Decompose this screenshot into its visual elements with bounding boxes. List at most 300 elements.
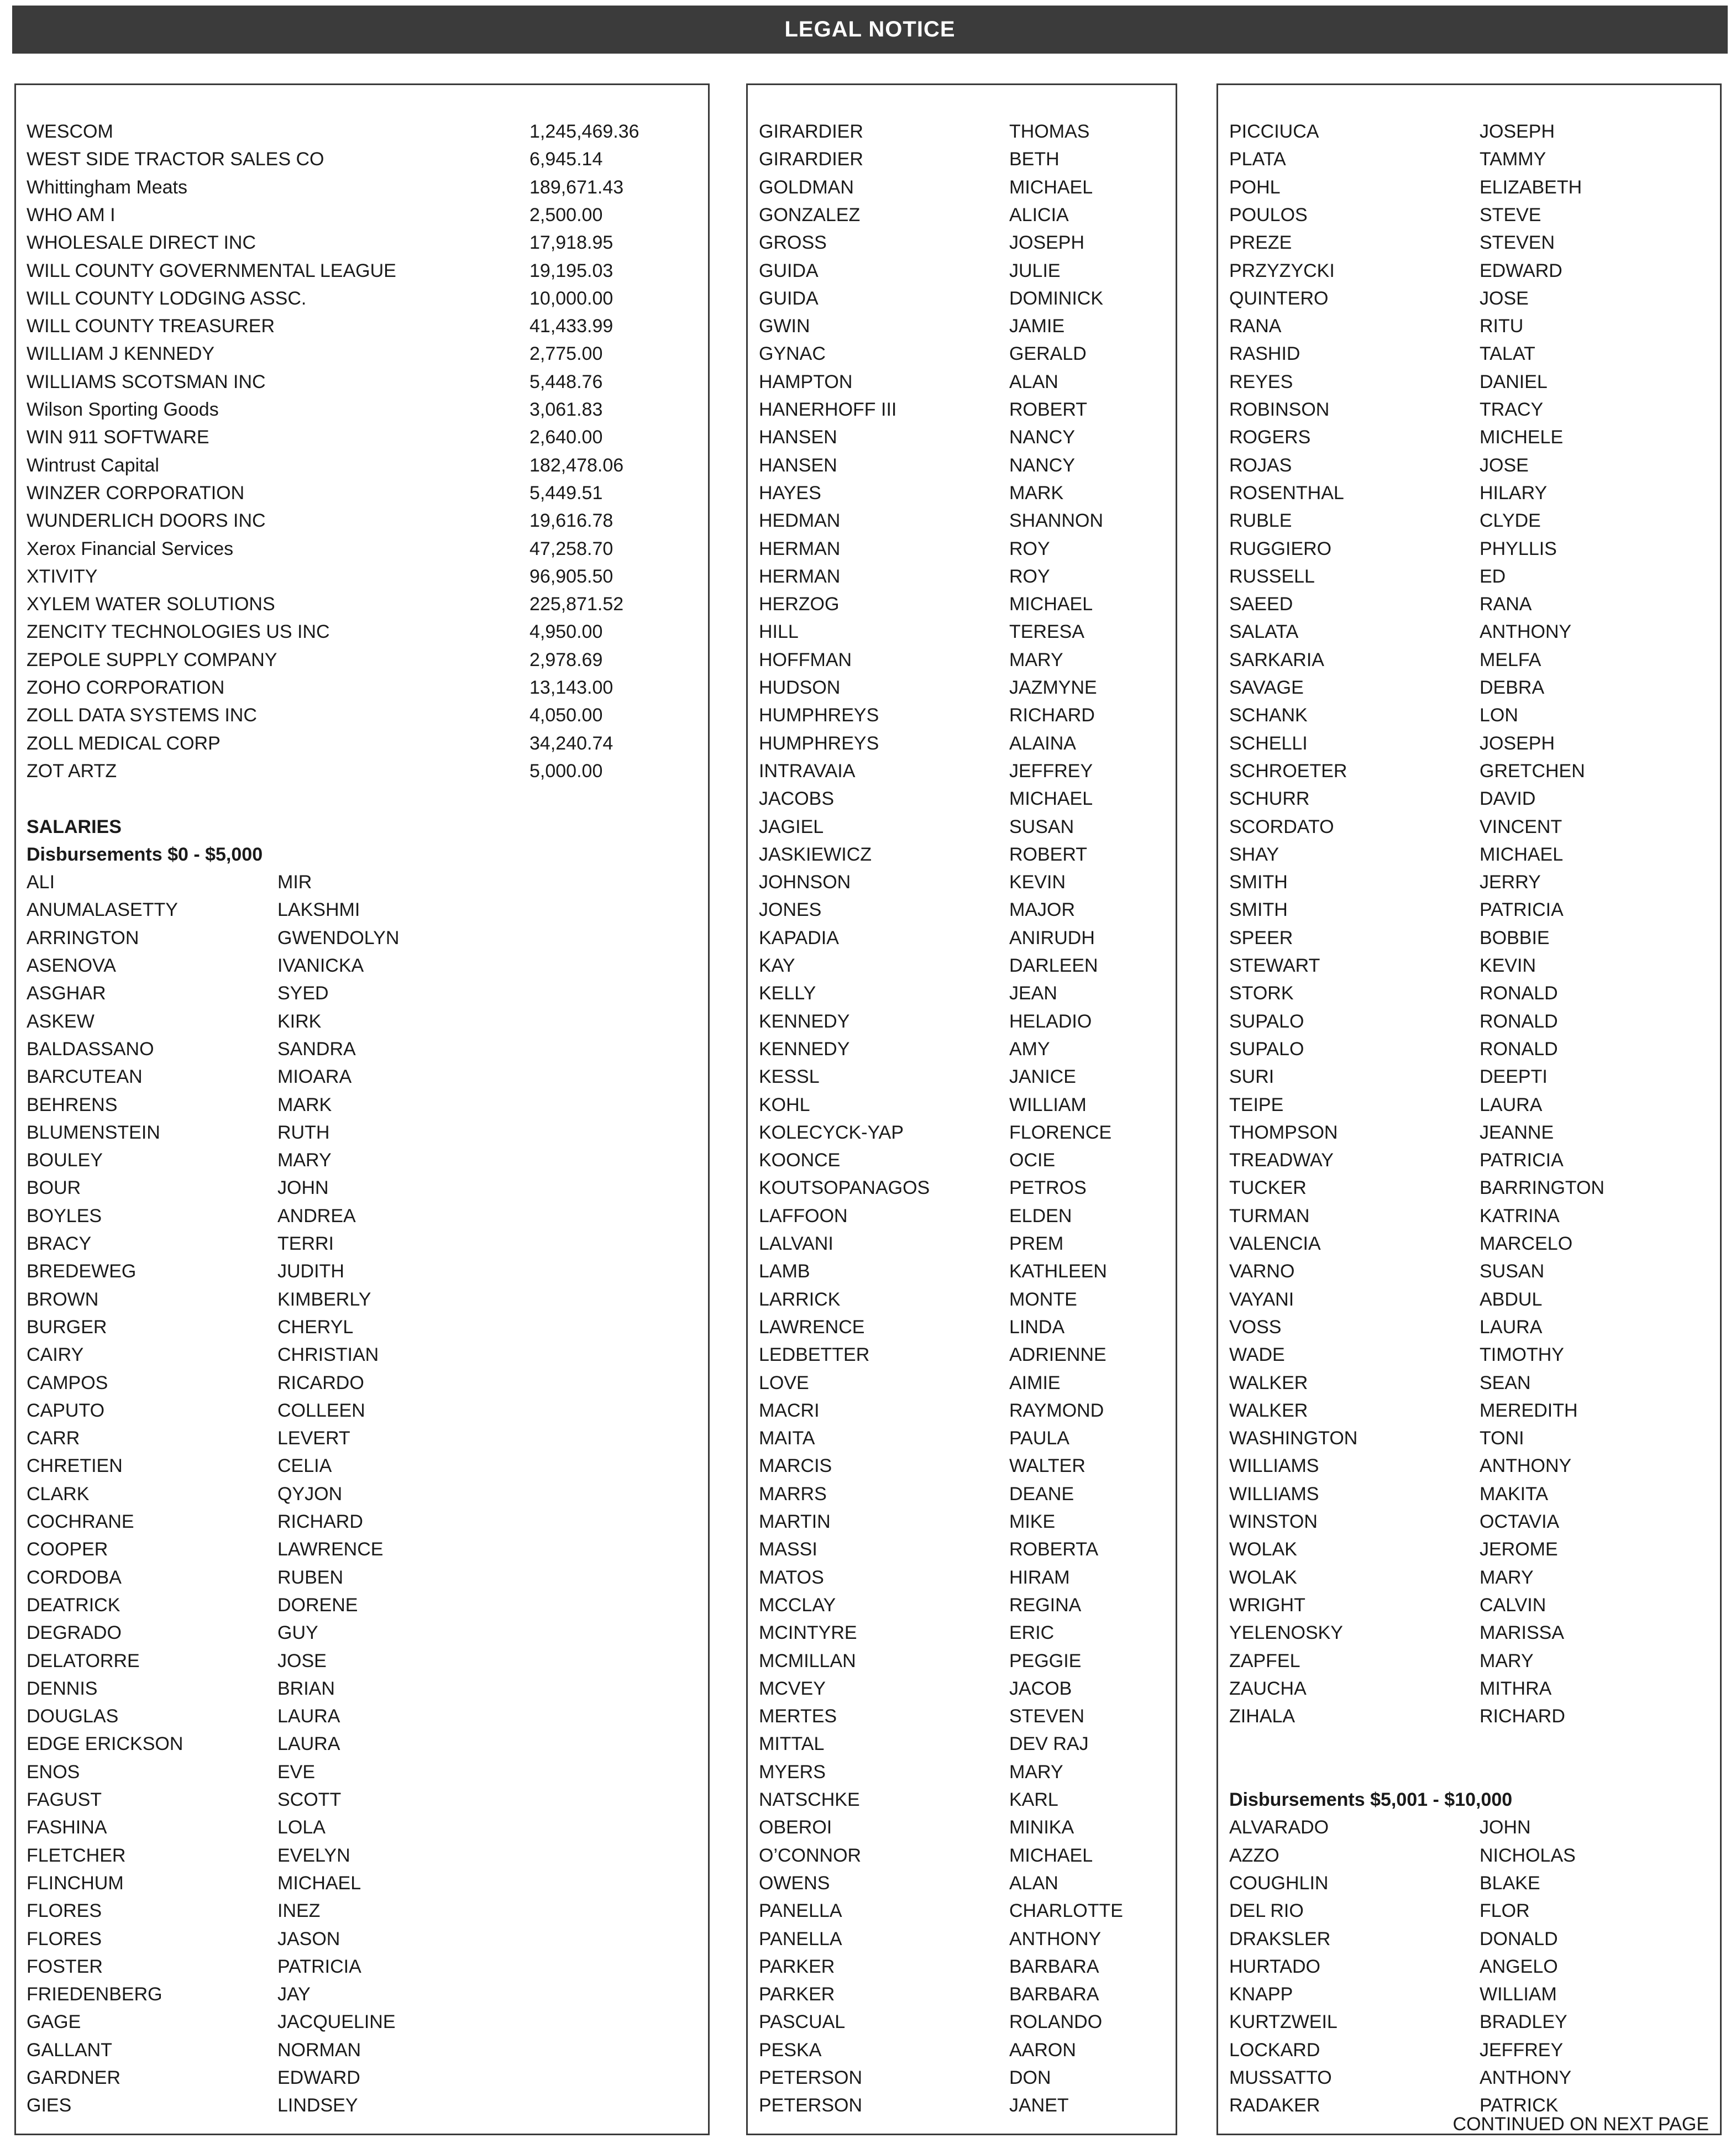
first-name: JOHN (277, 1177, 329, 1199)
first-name: MARY (1480, 1650, 1534, 1671)
last-name: JONES (759, 899, 822, 921)
last-name: KESSL (759, 1066, 820, 1088)
salary-row (748, 1119, 1176, 1146)
salary-row (16, 1702, 708, 1730)
first-name: MIOARA (277, 1066, 352, 1088)
vendor-amount: 10,000.00 (529, 287, 613, 309)
last-name: TUCKER (1229, 1177, 1307, 1199)
last-name: DEATRICK (27, 1594, 120, 1616)
last-name: MACRI (759, 1400, 820, 1421)
vendor-amount: 189,671.43 (529, 176, 624, 198)
last-name: SMITH (1229, 872, 1288, 893)
salary-row (16, 1480, 708, 1508)
disbursement-range-heading: Disbursements $5,001 - $10,000 (1229, 1789, 1513, 1810)
last-name: FLORES (27, 1900, 102, 1922)
vendor-name: WILLIAM J KENNEDY (27, 343, 215, 365)
last-name: BOULEY (27, 1150, 103, 1171)
first-name: ROBERTA (1009, 1539, 1099, 1560)
last-name: FLORES (27, 1928, 102, 1950)
salary-row (748, 757, 1176, 785)
last-name: CLARK (27, 1483, 90, 1505)
salary-row (1218, 1675, 1720, 1702)
salary-row (1218, 2008, 1720, 2036)
salary-row (1218, 618, 1720, 646)
first-name: MEREDITH (1480, 1400, 1578, 1421)
salary-row (1218, 646, 1720, 674)
first-name: JEAN (1009, 983, 1057, 1004)
salary-row (1218, 1341, 1720, 1369)
first-name: DANIEL (1480, 371, 1548, 392)
salary-row (1218, 1702, 1720, 1730)
salary-row (748, 1786, 1176, 1814)
last-name: PICCIUCA (1229, 121, 1319, 142)
vendor-row (16, 479, 708, 507)
vendor-amount: 17,918.95 (529, 232, 613, 254)
last-name: GOLDMAN (759, 176, 854, 198)
first-name: TIMOTHY (1480, 1344, 1564, 1366)
first-name: INEZ (277, 1900, 321, 1922)
first-name: ANTHONY (1480, 1455, 1572, 1477)
salary-row (16, 2036, 708, 2064)
last-name: BALDASSANO (27, 1038, 154, 1060)
first-name: KEVIN (1480, 955, 1536, 976)
last-name: POHL (1229, 176, 1281, 198)
salary-row (748, 618, 1176, 646)
salary-row (1218, 868, 1720, 896)
salary-row (16, 1897, 708, 1925)
first-name: MICHAEL (277, 1872, 361, 1894)
first-name: KEVIN (1009, 872, 1066, 893)
salary-row (748, 2036, 1176, 2064)
vendor-row (16, 423, 708, 451)
first-name: LOLA (277, 1817, 326, 1838)
last-name: HUMPHREYS (759, 705, 879, 726)
first-name: FLORENCE (1009, 1122, 1112, 1143)
first-name: JEANNE (1480, 1122, 1554, 1143)
salary-row (748, 452, 1176, 479)
first-name: LEVERT (277, 1428, 350, 1449)
vendor-row (16, 174, 708, 201)
last-name: ZAPFEL (1229, 1650, 1300, 1671)
first-name: JOSEPH (1480, 732, 1555, 754)
salary-row (748, 1953, 1176, 1980)
vendor-name: WEST SIDE TRACTOR SALES CO (27, 149, 324, 170)
salary-row (1218, 535, 1720, 563)
vendor-name: WIN 911 SOFTWARE (27, 427, 209, 448)
last-name: SPEER (1229, 927, 1293, 949)
last-name: BOUR (27, 1177, 81, 1199)
vendor-amount: 2,500.00 (529, 204, 603, 226)
first-name: TERESA (1009, 621, 1085, 643)
first-name: MELFA (1480, 649, 1541, 670)
salary-row (16, 1675, 708, 1702)
first-name: JOSEPH (1480, 121, 1555, 142)
salary-row (1218, 813, 1720, 841)
last-name: GUIDA (759, 260, 819, 281)
salary-row (1218, 841, 1720, 868)
last-name: HAYES (759, 482, 821, 504)
first-name: PATRICIA (1480, 1150, 1564, 1171)
last-name: SCORDATO (1229, 816, 1334, 837)
first-name: GRETCHEN (1480, 760, 1585, 782)
vendor-name: ZOHO CORPORATION (27, 677, 225, 698)
last-name: PARKER (759, 1984, 835, 2005)
first-name: WALTER (1009, 1455, 1085, 1477)
salary-row (1218, 1508, 1720, 1536)
salary-row (1218, 201, 1720, 229)
last-name: GWIN (759, 316, 810, 337)
first-name: LINDSEY (277, 2095, 358, 2116)
salary-row (748, 952, 1176, 979)
salary-row (748, 479, 1176, 507)
first-name: MICHAEL (1009, 594, 1093, 615)
salary-row (748, 1035, 1176, 1063)
first-name: EDWARD (277, 2067, 360, 2088)
first-name: JOSEPH (1009, 232, 1085, 254)
last-name: SMITH (1229, 899, 1288, 921)
first-name: HILARY (1480, 482, 1548, 504)
salary-row (1218, 757, 1720, 785)
last-name: VARNO (1229, 1261, 1295, 1282)
salary-row (16, 1035, 708, 1063)
salary-row (16, 1925, 708, 1953)
first-name: MARY (1009, 649, 1063, 670)
last-name: ASKEW (27, 1010, 95, 1032)
last-name: WILLIAMS (1229, 1483, 1319, 1505)
last-name: VOSS (1229, 1316, 1282, 1338)
salary-row (1218, 1174, 1720, 1202)
first-name: HIRAM (1009, 1566, 1070, 1588)
salary-row (1218, 1647, 1720, 1675)
first-name: DEANE (1009, 1483, 1074, 1505)
last-name: HUMPHREYS (759, 732, 879, 754)
first-name: NANCY (1009, 454, 1076, 476)
salary-row (16, 1730, 708, 1758)
salary-row (16, 1564, 708, 1591)
vendor-name: WILL COUNTY LODGING ASSC. (27, 287, 307, 309)
salary-row (16, 1591, 708, 1619)
first-name: BARBARA (1009, 1956, 1099, 1977)
first-name: LAWRENCE (277, 1539, 384, 1560)
salary-row (1218, 368, 1720, 396)
salary-row (16, 1369, 708, 1397)
last-name: SUPALO (1229, 1038, 1304, 1060)
first-name: JACQUELINE (277, 2011, 396, 2033)
first-name: ABDUL (1480, 1288, 1543, 1310)
salary-row (748, 368, 1176, 396)
last-name: HANSEN (759, 427, 837, 448)
last-name: RANA (1229, 316, 1282, 337)
salary-row (16, 1174, 708, 1202)
salary-row (748, 2008, 1176, 2036)
vendor-row (16, 340, 708, 368)
salary-row (1218, 423, 1720, 451)
last-name: SCHELLI (1229, 732, 1308, 754)
salary-row (748, 1369, 1176, 1397)
last-name: KOUTSOPANAGOS (759, 1177, 930, 1199)
first-name: ALAN (1009, 1872, 1058, 1894)
salary-row (1218, 896, 1720, 924)
salary-row (1218, 1480, 1720, 1508)
last-name: FOSTER (27, 1956, 103, 1977)
last-name: MERTES (759, 1706, 837, 1727)
last-name: ARRINGTON (27, 927, 139, 949)
first-name: MICHAEL (1009, 1844, 1093, 1866)
last-name: KOHL (759, 1094, 810, 1115)
first-name: DORENE (277, 1594, 358, 1616)
last-name: HERMAN (759, 565, 841, 587)
first-name: JOHN (1480, 1817, 1531, 1838)
first-name: MICHELE (1480, 427, 1564, 448)
first-name: RAYMOND (1009, 1400, 1104, 1421)
last-name: JACOBS (759, 788, 835, 810)
first-name: JAZMYNE (1009, 677, 1097, 698)
salary-row (1218, 1397, 1720, 1424)
salary-row (1218, 1980, 1720, 2008)
salary-row (16, 1980, 708, 2008)
last-name: CHRETIEN (27, 1455, 123, 1477)
first-name: DON (1009, 2067, 1051, 2088)
salary-row (748, 1480, 1176, 1508)
first-name: EVE (277, 1761, 316, 1783)
first-name: ALICIA (1009, 204, 1069, 226)
first-name: SYED (277, 983, 329, 1004)
last-name: DRAKSLER (1229, 1928, 1331, 1950)
vendor-amount: 4,050.00 (529, 705, 603, 726)
last-name: FLETCHER (27, 1844, 126, 1866)
last-name: ROGERS (1229, 427, 1311, 448)
last-name: AZZO (1229, 1844, 1279, 1866)
first-name: RICHARD (1480, 1706, 1565, 1727)
salary-row (1218, 674, 1720, 701)
first-name: MARY (277, 1150, 332, 1171)
last-name: JASKIEWICZ (759, 843, 872, 865)
first-name: REGINA (1009, 1594, 1082, 1616)
last-name: ROJAS (1229, 454, 1292, 476)
salary-row (1218, 174, 1720, 201)
first-name: LAURA (277, 1733, 340, 1755)
vendor-amount: 5,000.00 (529, 760, 603, 782)
last-name: MARTIN (759, 1511, 831, 1532)
last-name: HOFFMAN (759, 649, 852, 670)
first-name: JEFFREY (1009, 760, 1093, 782)
salary-row (16, 868, 708, 896)
first-name: MARK (277, 1094, 332, 1115)
first-name: RICHARD (1009, 705, 1095, 726)
vendor-name: Xerox Financial Services (27, 538, 234, 559)
first-name: FLOR (1480, 1900, 1530, 1922)
first-name: PATRICIA (1480, 899, 1564, 921)
salary-row (16, 1230, 708, 1257)
first-name: MIKE (1009, 1511, 1056, 1532)
first-name: IVANICKA (277, 955, 364, 976)
last-name: COCHRANE (27, 1511, 134, 1532)
vendor-amount: 2,640.00 (529, 427, 603, 448)
last-name: FAGUST (27, 1789, 102, 1810)
first-name: THOMAS (1009, 121, 1090, 142)
salary-row (748, 1257, 1176, 1285)
salary-row (1218, 1953, 1720, 1980)
salary-row (1218, 1536, 1720, 1563)
first-name: PHYLLIS (1480, 538, 1557, 559)
vendor-row (16, 396, 708, 423)
first-name: JASON (277, 1928, 340, 1950)
salary-row (748, 145, 1176, 173)
last-name: ASGHAR (27, 983, 106, 1004)
vendor-name: ZENCITY TECHNOLOGIES US INC (27, 621, 330, 643)
last-name: POULOS (1229, 204, 1308, 226)
first-name: PEGGIE (1009, 1650, 1082, 1671)
vendor-name: ZOT ARTZ (27, 760, 117, 782)
vendor-amount: 96,905.50 (529, 565, 613, 587)
last-name: DOUGLAS (27, 1706, 119, 1727)
vendor-row (16, 452, 708, 479)
salary-row (1218, 312, 1720, 340)
vendor-name: ZOLL MEDICAL CORP (27, 732, 221, 754)
salary-row (748, 868, 1176, 896)
last-name: LALVANI (759, 1233, 833, 1254)
first-name: PETROS (1009, 1177, 1087, 1199)
first-name: GUY (277, 1622, 318, 1644)
first-name: RONALD (1480, 1038, 1558, 1060)
last-name: PARKER (759, 1956, 835, 1977)
last-name: PASCUAL (759, 2011, 846, 2033)
disbursement-range-heading: Disbursements $0 - $5,000 (27, 843, 263, 865)
salary-row (748, 1536, 1176, 1563)
last-name: WRIGHT (1229, 1594, 1305, 1616)
first-name: EVELYN (277, 1844, 350, 1866)
last-name: ENOS (27, 1761, 80, 1783)
last-name: PETERSON (759, 2095, 863, 2116)
last-name: GYNAC (759, 343, 826, 365)
salary-row (1218, 1119, 1720, 1146)
first-name: MICHAEL (1009, 788, 1093, 810)
vendor-amount: 34,240.74 (529, 732, 613, 754)
first-name: TERRI (277, 1233, 334, 1254)
first-name: BOBBIE (1480, 927, 1550, 949)
first-name: LON (1480, 705, 1518, 726)
last-name: O’CONNOR (759, 1844, 862, 1866)
vendor-name: XYLEM WATER SOLUTIONS (27, 594, 275, 615)
salary-row (1218, 730, 1720, 757)
salary-row (16, 1647, 708, 1675)
salary-row (1218, 118, 1720, 145)
vendor-name: WILL COUNTY TREASURER (27, 316, 275, 337)
first-name: ELDEN (1009, 1205, 1072, 1227)
last-name: KNAPP (1229, 1984, 1293, 2005)
first-name: DOMINICK (1009, 287, 1103, 309)
first-name: RUTH (277, 1122, 330, 1143)
last-name: HANSEN (759, 454, 837, 476)
first-name: ANTHONY (1480, 621, 1572, 643)
first-name: SCOTT (277, 1789, 342, 1810)
last-name: DELATORRE (27, 1650, 140, 1671)
first-name: TONI (1480, 1428, 1524, 1449)
last-name: BREDEWEG (27, 1261, 137, 1282)
last-name: HANERHOFF III (759, 399, 897, 420)
first-name: KIRK (277, 1010, 322, 1032)
salary-row (16, 1953, 708, 1980)
salary-row (748, 2064, 1176, 2092)
salary-row (748, 1814, 1176, 1841)
first-name: ROBERT (1009, 399, 1088, 420)
last-name: GUIDA (759, 287, 819, 309)
last-name: ROSENTHAL (1229, 482, 1344, 504)
salary-row (748, 674, 1176, 701)
first-name: JOSE (1480, 287, 1529, 309)
last-name: RUSSELL (1229, 565, 1315, 587)
salary-row (1218, 1869, 1720, 1897)
first-name: JAY (277, 1984, 311, 2005)
vendor-amount: 13,143.00 (529, 677, 613, 698)
salary-row (16, 2092, 708, 2119)
first-name: JOSE (277, 1650, 327, 1671)
salary-row (748, 701, 1176, 729)
last-name: ZAUCHA (1229, 1678, 1307, 1699)
first-name: ROBERT (1009, 843, 1088, 865)
first-name: KIMBERLY (277, 1288, 371, 1310)
column-right (1216, 83, 1722, 2135)
first-name: JAMIE (1009, 316, 1065, 337)
salary-row (1218, 2064, 1720, 2092)
last-name: VALENCIA (1229, 1233, 1321, 1254)
salary-row (16, 1091, 708, 1119)
last-name: TREADWAY (1229, 1150, 1334, 1171)
last-name: SCHANK (1229, 705, 1308, 726)
first-name: NANCY (1009, 427, 1076, 448)
salary-row (16, 1119, 708, 1146)
salary-row (16, 1202, 708, 1230)
vendor-amount: 47,258.70 (529, 538, 613, 559)
last-name: DEGRADO (27, 1622, 122, 1644)
salary-row (16, 2008, 708, 2036)
salary-row (1218, 1925, 1720, 1953)
salary-row (748, 1730, 1176, 1758)
first-name: ED (1480, 565, 1506, 587)
first-name: KARL (1009, 1789, 1058, 1810)
last-name: BEHRENS (27, 1094, 118, 1115)
first-name: VINCENT (1480, 816, 1562, 837)
salary-row (748, 563, 1176, 590)
salary-row (16, 1146, 708, 1174)
salary-row (1218, 1369, 1720, 1397)
first-name: DEBRA (1480, 677, 1545, 698)
vendor-amount: 225,871.52 (529, 594, 624, 615)
first-name: CHERYL (277, 1316, 354, 1338)
salary-row (16, 924, 708, 952)
first-name: JULIE (1009, 260, 1061, 281)
last-name: QUINTERO (1229, 287, 1329, 309)
vendor-amount: 3,061.83 (529, 399, 603, 420)
salary-row (748, 423, 1176, 451)
salary-row (748, 590, 1176, 618)
salary-row (1218, 1230, 1720, 1257)
last-name: RUBLE (1229, 510, 1292, 532)
last-name: MCVEY (759, 1678, 826, 1699)
salary-row (748, 1869, 1176, 1897)
legal-notice-banner (12, 6, 1728, 54)
vendor-row (16, 257, 708, 285)
salary-row (1218, 1564, 1720, 1591)
salary-row (16, 1758, 708, 1786)
last-name: WASHINGTON (1229, 1428, 1358, 1449)
first-name: MICHAEL (1009, 176, 1093, 198)
salary-row (748, 979, 1176, 1007)
first-name: RICHARD (277, 1511, 363, 1532)
first-name: WILLIAM (1480, 1984, 1557, 2005)
first-name: SHANNON (1009, 510, 1104, 532)
salary-row (748, 1758, 1176, 1786)
